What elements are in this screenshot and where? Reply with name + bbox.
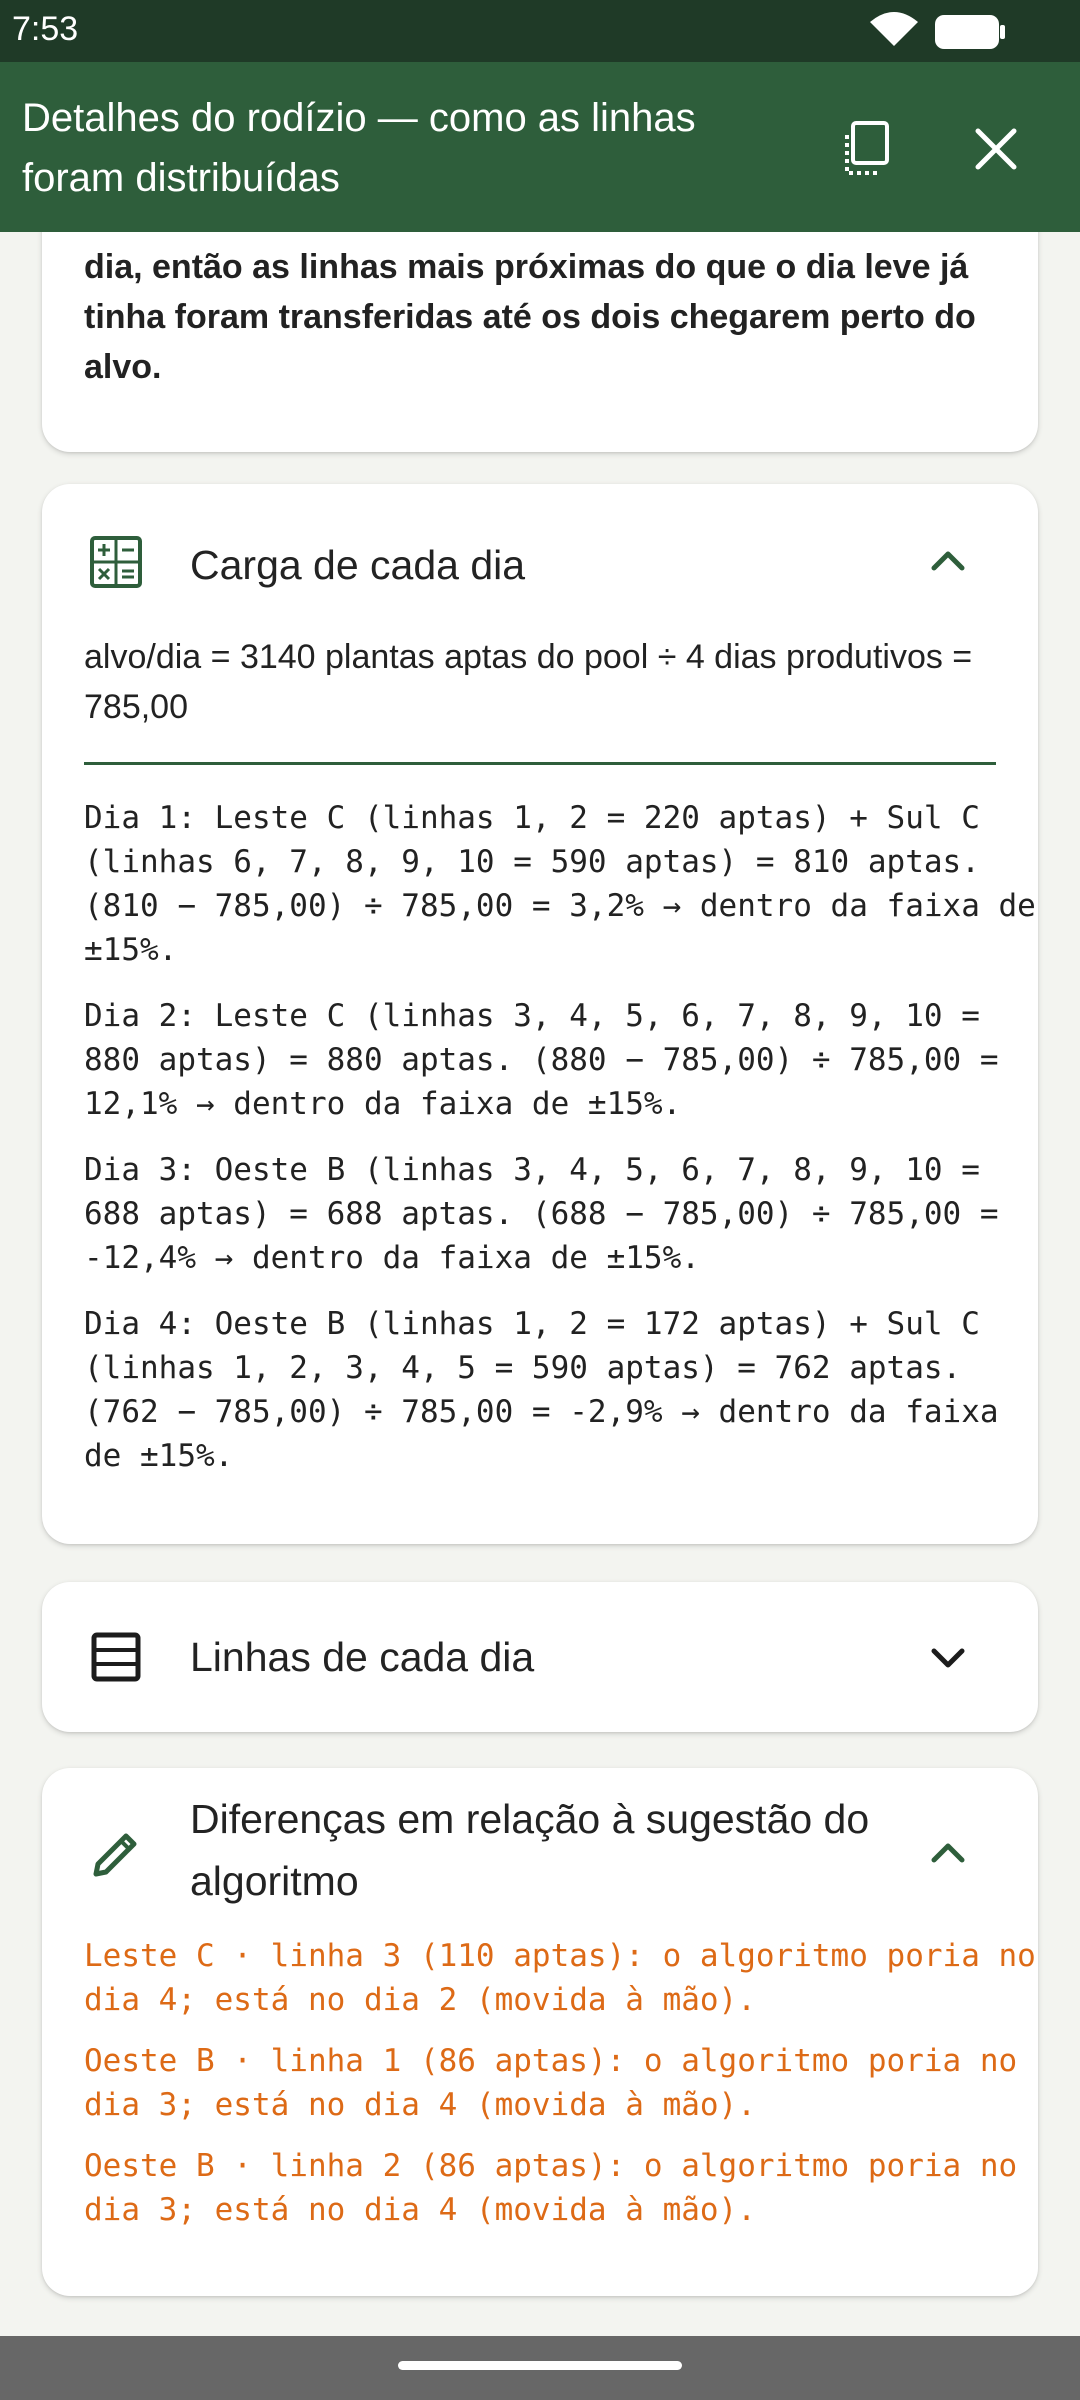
wifi-icon [868,10,920,50]
pencil-icon [88,1826,144,1882]
list-item: Dia 3: Oeste B (linhas 3, 4, 5, 6, 7, 8, 9, 10 = 688 aptas) = 688 aptas. (688 − 785,00) ÷ 785,00 = -12,4% → dentro da faixa de ±15%. [84,1152,999,1276]
list-item: Dia 2: Leste C (linhas 3, 4, 5, 6, 7, 8, 9, 10 = 880 aptas) = 880 aptas. (880 − 785,00) ÷ 785,00 = 12,1% → dentro da faixa de ±15%. [84,998,999,1122]
load-card [42,484,1038,1544]
day-load-list [84,796,1044,1500]
divider [84,762,996,765]
lines-card[interactable] [42,1582,1038,1732]
app-bar [0,62,1080,232]
list-item: Dia 4: Oeste B (linhas 1, 2 = 172 aptas) + Sul C (linhas 1, 2, 3, 4, 5 = 590 aptas) = 762 aptas. (762 − 785,00) ÷ 785,00 = -2,9% → dentro da faixa de ±15%. [84,1306,999,1474]
differences-card-title[interactable]: Diferenças em relação à sugestão do algoritmo [190,1796,870,1904]
content-scroll[interactable] [0,232,1080,2336]
chevron-down-icon[interactable] [920,1629,976,1685]
calculator-icon [88,534,144,590]
chevron-up-icon[interactable] [920,1826,976,1882]
table-rows-icon [88,1629,144,1685]
list-item: Dia 1: Leste C (linhas 1, 2 = 220 aptas) + Sul C (linhas 6, 7, 8, 9, 10 = 590 aptas) = 810 aptas. (810 − 785,00) ÷ 785,00 = 3,2% → dentro da faixa de ±15%. [84,800,1036,968]
summary-text: dia, então as linhas mais próximas do que o dia leve já tinha foram transferidas até os dois chegarem perto do alvo. [84,248,976,386]
list-item: Leste C · linha 3 (110 aptas): o algoritmo poria no dia 4; está no dia 2 (movida à mão). [84,1938,1036,2018]
summary-card [42,232,1038,452]
differences-list [84,1934,1044,2249]
lines-card-title[interactable]: Linhas de cada dia [190,1634,535,1680]
list-item: Oeste B · linha 1 (86 aptas): o algoritmo poria no dia 3; está no dia 4 (movida à mão). [84,2043,1018,2123]
home-handle[interactable] [398,2361,682,2370]
list-item: Oeste B · linha 2 (86 aptas): o algoritmo poria no dia 3; está no dia 4 (movida à mão). [84,2148,1018,2228]
battery-icon [934,14,1006,50]
load-card-title[interactable]: Carga de cada dia [190,542,526,588]
status-time: 7:53 [12,10,79,48]
close-icon[interactable] [964,117,1028,181]
chevron-up-icon[interactable] [920,534,976,590]
differences-card [42,1768,1038,2296]
status-bar [0,0,1080,62]
copy-icon[interactable] [836,117,900,181]
target-formula: alvo/dia = 3140 plantas aptas do pool ÷ 4 dias produtivos = 785,00 [84,638,973,726]
page-title: Detalhes do rodízio — como as linhas foram distribuídas [22,96,696,200]
navigation-bar [0,2336,1080,2400]
